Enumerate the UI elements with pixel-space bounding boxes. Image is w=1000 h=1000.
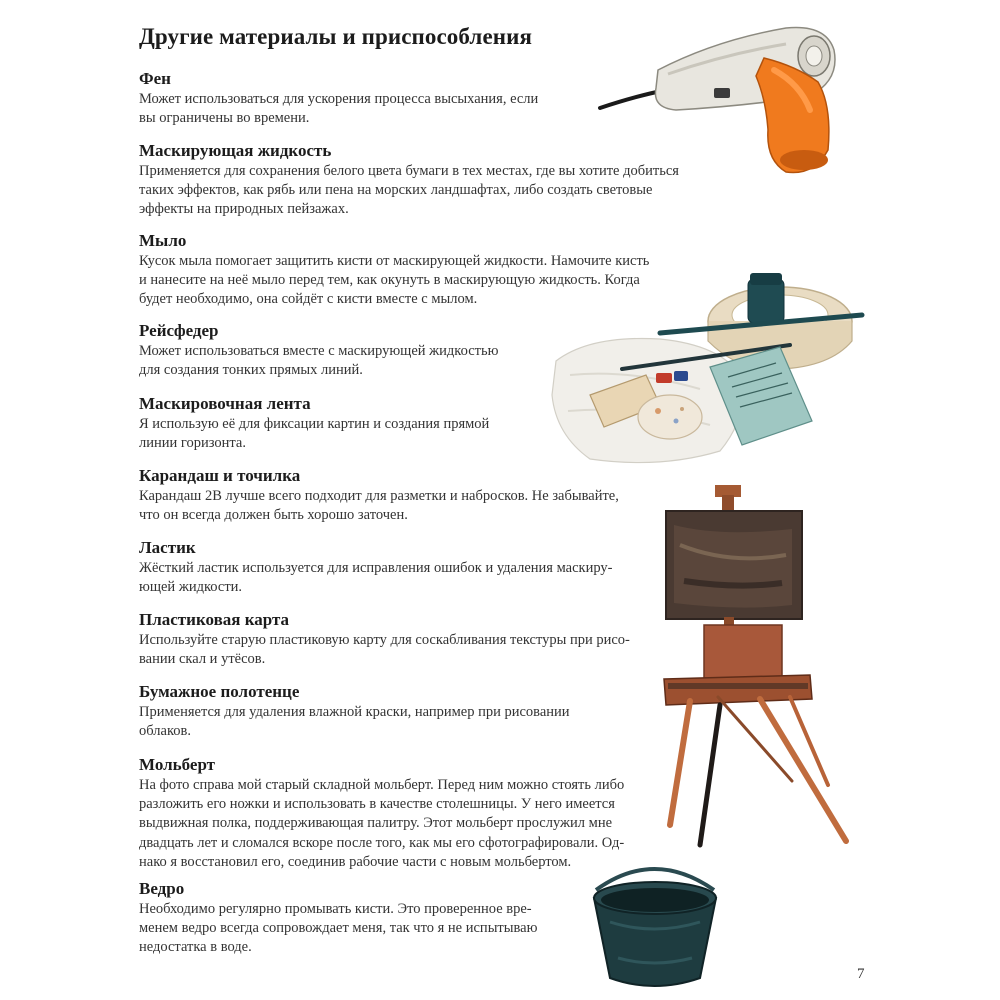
text-line: для создания тонких прямых линий. [139,362,363,379]
text-line: линии горизонта. [139,435,246,452]
text-line: Применяется для удаления влажной краски, например при рисовании [139,704,570,720]
section-body [139,703,570,741]
section-heading: Карандаш и точилка [139,466,301,485]
section-pencil-sharpener [139,466,619,525]
section-paper-towel [139,682,570,741]
section-easel [139,755,624,872]
text-line: Может использоваться вместе с маскирующей жидкостью [139,343,499,359]
section-heading: Ведро [139,879,185,898]
page-title: Другие материалы и приспособления [139,24,532,49]
text-line: выдвижная полка, поддерживающая палитру. Этот мольберт прослужил мне [139,815,613,832]
text-line: Может использоваться для ускорения процесса высыхания, если [139,91,539,107]
text-line: Необходимо регулярно промывать кисти. Это проверенное вре- [139,901,532,917]
section-heading: Маскировочная лента [139,394,311,413]
hair-dryer-icon [596,10,846,180]
art-supplies-icon [550,265,870,475]
text-line: вании скал и утёсов. [139,651,266,668]
section-body [139,631,630,669]
section-body [139,559,613,597]
text-line: Жёсткий ластик используется для исправления ошибок и удаления маскиру- [139,560,613,576]
section-heading: Мольберт [139,755,216,774]
text-line: двадцать лет и сломался вскоре после того, как мы его сфотографировали. Од- [139,834,625,851]
text-line: облаков. [139,723,191,740]
section-body [139,415,489,453]
section-heading: Рейсфедер [139,321,219,340]
bucket-icon [590,862,720,992]
text-line: На фото справа мой старый складной мольберт. Перед ним можно стоять либо [139,777,625,793]
section-heading: Ластик [139,538,196,557]
section-heading: Пластиковая карта [139,610,290,629]
section-bucket [139,879,537,958]
text-line: ющей жидкости. [139,579,243,596]
section-heading: Бумажное полотенце [139,682,300,701]
text-line: разложить его ножки и использовать в качестве столешницы. У него имеется [139,796,615,813]
section-heading: Фен [139,69,171,88]
section-plastic-card [139,610,630,669]
section-ruling-pen [139,321,498,380]
section-body [139,342,498,380]
text-line: менем ведро всегда сопровождает меня, так что я не испытываю [139,920,538,937]
text-line: эффекты на природных пейзажах. [139,201,349,218]
easel-icon [660,485,890,845]
text-line: будет необходимо, она сойдёт с кисти вместе с мылом. [139,291,478,308]
section-body [139,90,538,128]
section-body [139,900,537,958]
text-line: и нанесите на неё мыло перед тем, как окунуть в маскирующую жидкость. Когда [139,272,640,289]
text-line: Используйте старую пластиковую карту для соскабливания текстуры при рисо- [139,632,630,648]
text-line: что он всегда должен быть хорошо заточен. [139,507,408,524]
text-line: Карандаш 2B лучше всего подходит для разметки и набросков. Не забывайте, [139,488,619,504]
text-line: таких эффектов, как рябь или пена на морских ландшафтах, либо создать световые [139,182,653,199]
text-line: Кусок мыла помогает защитить кисти от маскирующей жидкости. Намочите кисть [139,253,650,269]
section-eraser [139,538,613,597]
section-heading: Маскирующая жидкость [139,141,332,160]
section-body [139,487,619,525]
section-hair-dryer [139,69,538,128]
text-line: Я использую её для фиксации картин и создания прямой [139,416,490,432]
text-line: Применяется для сохранения белого цвета бумаги в тех местах, где вы хотите добиться [139,163,679,179]
section-body [139,776,624,872]
text-line: недостатка в воде. [139,939,252,956]
text-line: вы ограничены во времени. [139,110,310,127]
section-heading: Мыло [139,231,187,250]
page-number: 7 [857,966,865,982]
section-masking-tape [139,394,489,453]
text-line: нако я восстановил его, соединив рабочие части с новым мольбертом. [139,853,572,870]
